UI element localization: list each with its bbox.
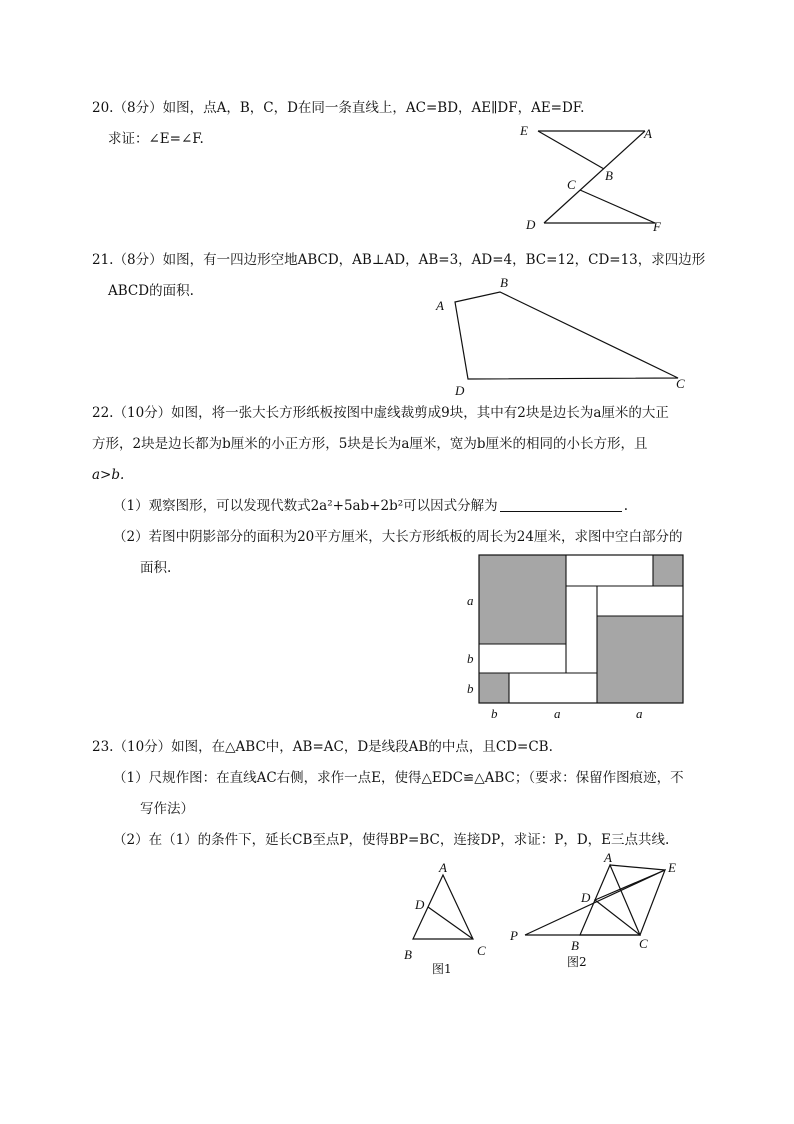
q21-number: 21. — [92, 252, 114, 268]
fig2-label-P: P — [510, 928, 518, 943]
q23-line1 — [92, 737, 553, 757]
q20-label-D: D — [526, 217, 536, 232]
fig1-label-B: B — [404, 947, 412, 962]
q22-part1 — [113, 496, 628, 516]
q22-part2-line1: （2）若图中阴影部分的面积为20平方厘米，大长方形纸板的周长为24厘米，求图中空白部分的 — [113, 529, 683, 545]
q21-label-C: C — [676, 376, 685, 391]
q23-points: （10分） — [113, 739, 172, 755]
fig2-label-C: C — [639, 936, 648, 951]
q22-part1-end: . — [623, 498, 628, 514]
q22-part1-text: （1）观察图形，可以发现代数式2a²+5ab+2b²可以因式分解为 — [113, 498, 498, 514]
q23-part1-line2: 写作法） — [140, 801, 194, 817]
q21-points: （8分） — [113, 252, 163, 268]
q23-figure-2 — [505, 848, 695, 978]
q22-part2-line2: 面积. — [140, 560, 172, 576]
fig2-caption: 图2 — [567, 955, 587, 969]
q23-number: 23. — [92, 739, 114, 755]
q21-line2: ABCD的面积. — [108, 283, 194, 299]
q23-figure-1 — [395, 855, 505, 980]
q21-line1 — [92, 250, 705, 270]
q21-text-1: 如图，有一四边形空地ABCD，AB⊥AD，AB=3，AD=4，BC=12，CD=13，求四边形 — [162, 252, 706, 268]
fig2-label-E: E — [668, 860, 676, 875]
q23-part1-line1: （1）尺规作图：在直线AC右侧，求作一点E，使得△EDC≌△ABC；（要求：保留作图痕迹，不 — [113, 770, 684, 786]
fig1-label-A: A — [439, 860, 447, 875]
q20-text-1: 如图，点A，B，C，D在同一条直线上，AC=BD，AE∥DF，AE=DF. — [162, 100, 585, 116]
q21-label-D: D — [455, 383, 465, 398]
q22-label-a-bottom1: a — [554, 706, 561, 721]
q22-points: （10分） — [113, 405, 172, 421]
q23-text-1: 如图，在△ABC中，AB=AC，D是线段AB的中点，且CD=CB. — [171, 739, 553, 755]
fig2-label-B: B — [571, 938, 579, 953]
q22-answer-blank[interactable] — [500, 497, 622, 512]
q21-label-B: B — [500, 275, 508, 290]
fig2-label-D: D — [581, 890, 591, 905]
q20-label-A: A — [644, 126, 652, 141]
q21-figure — [430, 272, 700, 400]
q20-figure — [510, 118, 670, 238]
fig2-label-A: A — [604, 850, 612, 865]
q20-number: 20. — [92, 100, 114, 116]
q22-label-a-left: a — [467, 593, 474, 608]
fig1-caption: 图1 — [432, 962, 452, 976]
q20-points: （8分） — [113, 100, 163, 116]
q22-label-b-left1: b — [467, 651, 474, 666]
q20-label-F: F — [653, 219, 661, 234]
q22-line1 — [92, 403, 669, 423]
fig1-label-C: C — [477, 943, 486, 958]
q20-label-E: E — [520, 123, 528, 138]
q22-number: 22. — [92, 405, 114, 421]
q20-line1 — [92, 98, 584, 118]
q22-line2: 方形，2块是边长都为b厘米的小正方形，5块是长为a厘米，宽为b厘米的相同的小长方形，且 — [92, 436, 648, 452]
q23-part2-line1: （2）在（1）的条件下，延长CB至点P，使得BP=BC，连接DP，求证：P，D，E三点共线. — [113, 832, 670, 848]
q22-figure — [462, 550, 692, 725]
q20-label-B: B — [605, 168, 613, 183]
fig1-label-D: D — [415, 897, 425, 912]
q22-label-b-left2: b — [467, 681, 474, 696]
q22-text-1: 如图，将一张大长方形纸板按图中虚线裁剪成9块，其中有2块是边长为a厘米的大正 — [171, 405, 669, 421]
q22-label-a-bottom2: a — [636, 706, 643, 721]
q20-line2: 求证：∠E=∠F. — [108, 131, 204, 147]
q21-label-A: A — [436, 298, 444, 313]
q20-label-C: C — [567, 177, 576, 192]
q22-label-b-bottom: b — [491, 706, 498, 721]
q22-line3: a>b. — [92, 467, 125, 483]
